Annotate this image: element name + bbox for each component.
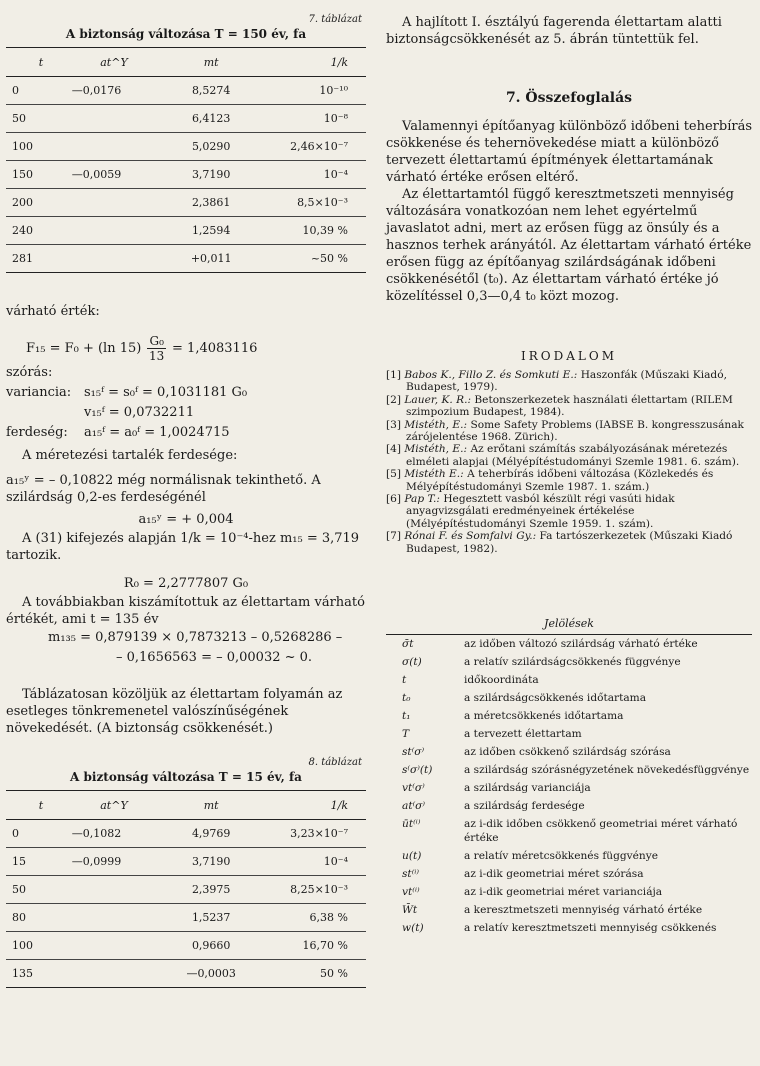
table7-caption: 7. táblázat [308,14,362,25]
table8-caption: 8. táblázat [308,757,362,768]
table-row [6,904,366,932]
notation-symbol: σ̄t [402,638,414,651]
reference-author: Mistéth E.: [404,468,464,481]
notation-description: a keresztmetszeti mennyiség várható értéke [464,904,703,917]
reference-number: [2] [386,393,402,406]
szoras-label: szórás: [6,365,53,380]
notation-row [386,779,752,797]
notation-row [386,847,752,865]
table-row [6,161,366,189]
reference-number: [3] [386,418,402,431]
notation-symbol: ūt⁽ⁱ⁾ [402,818,421,831]
variancia-line [6,383,366,403]
notation-row [386,707,752,725]
table-cell: 200 [6,189,71,217]
notation-description: a relatív szilárdságcsökkenés függvénye [464,656,681,669]
reference-text: Haszonfák (Műszaki Kiadó, Budapest, 1979). [406,369,727,394]
reference-author: Mistéth, E.: [404,443,468,456]
notation-row [386,797,752,815]
notation-description: az i-dik geometriai méret varianciája [464,886,663,899]
notation-description: a szilárdság szórásnégyzetének növekedésfüggvénye [464,764,750,777]
table-cell [71,932,157,960]
equation-f15-fraction [147,334,165,363]
table-cell: 135 [6,960,71,988]
table-cell: 0,9660 [157,932,265,960]
equation-a15-y: a₁₅ʸ = + 0,004 [138,512,234,527]
table-cell [71,217,157,245]
notation-row [386,689,752,707]
table-cell: 2,3975 [157,876,265,904]
equation-v15: v₁₅ᶠ = 0,0732211 [84,405,195,420]
notation-description: időkoordináta [464,674,539,687]
notation-description: az i-dik időben csökkenő geometriai méret várható értéke [464,818,738,845]
reference-text: Fa tartószerkezetek (Műszaki Kiadó Budapest, 1982). [406,530,733,555]
table-cell: 100 [6,133,71,161]
notation-symbol: at⁽σ⁾ [402,800,426,813]
table-cell [71,105,157,133]
table-cell: —0,0176 [71,77,157,105]
table8-header: at^Y [71,791,157,820]
szoras-line [6,363,366,383]
table-cell: 2,3861 [157,189,265,217]
notation-description: a méretcsökkenés időtartama [464,710,624,723]
table-cell: 3,7190 [157,848,265,876]
table-cell: 4,9769 [157,820,265,848]
notation-row [386,883,752,901]
table-cell: 50 [6,105,71,133]
table8-header-row [6,791,366,820]
table-row [6,960,366,988]
table-row [6,217,366,245]
notation-description: az időben csökkenő szilárdság szórása [464,746,671,759]
table7-header: at^Y [71,48,157,77]
notation-description: az i-dik geometriai méret szórása [464,868,644,881]
table-cell: 1,5237 [157,904,265,932]
paragraph-ferdeseg: a₁₅ʸ = – 0,10822 még normálisnak tekinthető. A szilárdság 0,2-es ferdeségénél [6,473,321,505]
table-row [6,105,366,133]
reference-author: Pap T.: [404,493,440,506]
equation-f15 [6,334,366,363]
table7-title: A biztonság változása T = 150 év, fa [65,27,307,41]
reference-text: Betonszerkezetek használati élettartam (RILEM szimpozium Budapest, 1984). [406,393,733,419]
table-cell [71,133,157,161]
equation-a15: a₁₅ᶠ = a₀ᶠ = 1,0024715 [84,425,230,440]
table7-header: 1/k [265,48,366,77]
equation-f15-lhs: F₁₅ = F₀ + (ln 15) [26,341,142,356]
notation-symbol: w(t) [402,922,424,935]
paragraph-tartalek: A méretezési tartalék ferdesége: [22,448,238,463]
table7-header: t [6,48,71,77]
reference-number: [7] [386,530,402,543]
table-cell: 50 [6,876,71,904]
table-cell: ~50 % [265,245,366,273]
table-cell: 50 % [265,960,366,988]
table-row [6,876,366,904]
table-cell: 6,4123 [157,105,265,133]
references-list [386,369,752,555]
table-cell [71,904,157,932]
equation-m135-line2: – 0,1656563 = – 0,00032 ~ 0. [116,650,313,665]
notation-symbol: W̄t [402,904,418,917]
notation-symbol: vt⁽σ⁾ [402,782,425,795]
reference-item [386,493,752,530]
reference-number: [1] [386,369,402,381]
notation-symbol: st⁽ⁱ⁾ [402,868,420,881]
table-cell: 6,38 % [265,904,366,932]
reference-text: Hegesztett vasból készült régi vasúti hidak anyagvizsgálati eredményeinek értékelése (Mélyépítéstudományi Szemle 1959. 1. szám). [406,493,675,530]
table-cell: 150 [6,161,71,189]
expected-value-label: várható érték: [6,304,100,319]
table-cell: 15 [6,848,71,876]
table-cell: 8,5×10⁻³ [265,189,366,217]
table-cell: 3,7190 [157,161,265,189]
equation-m135-line1: m₁₃₅ = 0,879139 × 0,7873213 – 0,5268286 – [48,630,343,645]
table-cell: 281 [6,245,71,273]
reference-author: Rónai F. és Somfalvi Gy.: [404,530,537,543]
section-heading: 7. Összefoglalás [505,90,633,106]
notation-description: a relatív keresztmetszeti mennyiség csökkenés [464,922,717,935]
table-cell: 100 [6,932,71,960]
notation-symbol: t₀ [402,692,411,705]
table-cell: —0,0999 [71,848,157,876]
table-cell: —0,0003 [157,960,265,988]
table-row [6,245,366,273]
notation-description: a relatív méretcsökkenés függvénye [464,850,659,863]
equation-f15-rhs: = 1,4083116 [172,341,258,356]
table8-title: A biztonság változása T = 15 év, fa [70,770,302,784]
table-cell: 3,23×10⁻⁷ [265,820,366,848]
table-cell: 1,2594 [157,217,265,245]
notation-symbol: s⁽σ⁾(t) [402,764,433,777]
notation-symbol: st⁽σ⁾ [402,746,425,759]
table8-header: t [6,791,71,820]
table-cell [71,189,157,217]
table-cell: —0,0059 [71,161,157,189]
reference-item [386,369,752,394]
notation-row [386,865,752,883]
reference-item [386,419,752,444]
left-column [6,0,366,988]
paragraph-tablazatosan: Táblázatosan közöljük az élettartam folyamán az esetleges tönkremenetel valószínűségének növekedését. (A biztonság csökkenését.) [6,687,343,736]
notation-row [386,901,752,919]
table-cell: 5,0290 [157,133,265,161]
table-cell: 2,46×10⁻⁷ [265,133,366,161]
notation-description: a tervezett élettartam [464,728,582,741]
equation-r0: R₀ = 2,2777807 G₀ [123,576,249,591]
right-column [386,0,752,937]
table-cell: 10⁻⁴ [265,161,366,189]
table-cell: 80 [6,904,71,932]
reference-number: [6] [386,493,402,506]
reference-text: Az erőtani számítás szabályozásának méretezés elméleti alapjai (Mélyépítéstudományi Szemle 1981. 6. szám). [406,443,740,468]
table7 [6,48,366,273]
table-cell: 0 [6,820,71,848]
notation-row [386,671,752,689]
notation-description: a szilárdság ferdesége [464,800,585,813]
table-row [6,820,366,848]
notation-symbol: vt⁽ⁱ⁾ [402,886,420,899]
table-cell: 240 [6,217,71,245]
notation-row [386,743,752,761]
reference-text: Some Safety Problems (IABSE B. kongresszusának zárójelentése 1968. Zürich). [406,418,744,444]
reference-item [386,468,752,493]
fraction-numerator: G₀ [149,334,164,348]
reference-item [386,394,752,419]
notation-symbol: σ(t) [402,656,422,669]
table-cell: 16,70 % [265,932,366,960]
table-cell [71,245,157,273]
table7-header: mt [157,48,265,77]
variancia-label: variancia: [6,385,72,400]
table-cell: 8,5274 [157,77,265,105]
table-cell: 10,39 % [265,217,366,245]
reference-item [386,530,752,555]
reference-number: [5] [386,468,402,481]
notation-description: az időben változó szilárdság várható értéke [464,638,698,651]
table-row [6,189,366,217]
table-cell [71,876,157,904]
table-row [6,77,366,105]
notation-symbol: t [402,674,407,687]
reference-item [386,443,752,468]
notation-description: a szilárdságcsökkenés időtartama [464,692,647,705]
fraction-denominator: 13 [149,349,165,363]
table-cell: +0,011 [157,245,265,273]
notation-description: a szilárdság varianciája [464,782,591,795]
table-cell [71,960,157,988]
notation-symbol: T [402,728,410,741]
notation-row [386,815,752,847]
paragraph-summary-2: Az élettartamtól függő keresztmetszeti mennyiség változására vonatkozóan nem lehet egyértelmű javaslatot adni, mert az erősen függ az önsúly és a hasznos terhek arányától. Az élettartam várható értéke erősen függ az építőanyag szilárdságának időbeni csökkenésétől (t₀). Az élettartam várható értéke jó közelítéssel 0,3—0,4 t₀ közt mozog. [386,187,752,304]
table-row [6,848,366,876]
ferdeseg-label: ferdeség: [6,425,68,440]
table-row [6,932,366,960]
table8-header: 1/k [265,791,366,820]
notation-row [386,761,752,779]
notation-row [386,653,752,671]
paragraph-tovabbiakban: A továbbiakban kiszámítottuk az élettartam várható értékét, ami t = 135 év [6,595,365,627]
notation-table [386,635,752,937]
references-heading: IRODALOM [521,349,617,363]
reference-author: Babos K., Fillo Z. és Somkuti E.: [404,369,578,381]
notation-symbol: u(t) [402,850,422,863]
notation-row [386,919,752,937]
table-cell: 0 [6,77,71,105]
table8-header: mt [157,791,265,820]
paragraph-fagerenda: A hajlított I. észtályú fagerenda élettartam alatti biztonságcsökkenését az 5. ábrán tüntettük fel. [386,15,722,47]
table-cell: 10⁻⁸ [265,105,366,133]
notation-row [386,635,752,653]
reference-text: A teherbírás időbeni változása (Közlekedés és Mélyépítéstudományi Szemle 1987. 1. szám.) [406,468,714,493]
ferdeseg-line [6,423,366,443]
table-row [6,133,366,161]
paragraph-31: A (31) kifejezés alapján 1/k = 10⁻⁴-hez m₁₅ = 3,719 tartozik. [6,531,360,563]
notation-symbol: t₁ [402,710,411,723]
table-cell: 10⁻⁴ [265,848,366,876]
table-cell: 10⁻¹⁰ [265,77,366,105]
reference-author: Mistéth, E.: [404,418,468,431]
reference-author: Lauer, K. R.: [404,393,472,406]
notation-heading: Jelölések [544,617,594,631]
table-cell: 8,25×10⁻³ [265,876,366,904]
reference-number: [4] [386,443,402,456]
table7-header-row [6,48,366,77]
table8 [6,791,366,988]
equation-s15: s₁₅ᶠ = s₀ᶠ = 0,1031181 G₀ [84,385,248,400]
paragraph-summary-1: Valamennyi építőanyag különböző időbeni teherbírás csökkenése és tehernövekedése miatt a különböző tervezett élettartamú építmények élettartamának várható értéke erősen eltérő. [386,119,753,185]
notation-row [386,725,752,743]
table-cell: —0,1082 [71,820,157,848]
